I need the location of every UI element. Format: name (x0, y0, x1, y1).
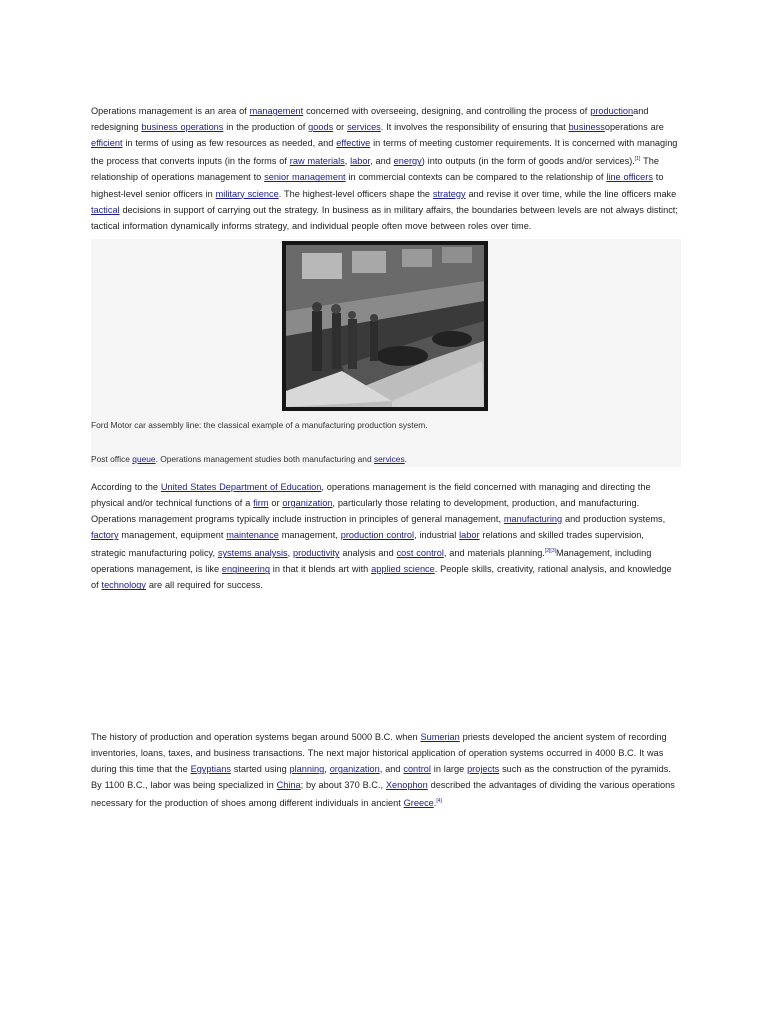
intro-paragraph (91, 103, 681, 234)
inline-link[interactable]: planning (289, 764, 325, 775)
inline-link[interactable]: senior management (264, 172, 346, 183)
inline-link[interactable]: projects (467, 764, 500, 775)
citation-reference[interactable]: [2][3] (544, 548, 556, 555)
inline-link[interactable]: Sumerian (420, 732, 460, 742)
inline-link[interactable]: maintenance (226, 530, 279, 541)
inline-link[interactable]: labor (459, 530, 480, 541)
inline-link[interactable]: labor (350, 156, 371, 167)
body-text: described the advantages of dividing the various operations necessary for the production of shoes among different individuals in ancient (91, 780, 675, 809)
body-text: to highest-level senior officers in (91, 172, 664, 199)
assembly-line-photo (282, 241, 488, 411)
body-text: , and (370, 156, 394, 167)
body-text: , operations management is the field concerned with managing and directing the physical and/or technical functions of a (91, 481, 651, 508)
body-text: Management, including operations management, is like (91, 548, 652, 575)
services-link[interactable]: services (373, 453, 405, 464)
body-text: in the production of (223, 122, 309, 133)
inline-link[interactable]: energy (393, 156, 422, 167)
inline-link[interactable]: business (568, 122, 605, 133)
inline-link[interactable]: systems analysis (217, 548, 288, 559)
body-text: relations and skilled trades supervision, strategic manufacturing policy, (91, 530, 644, 559)
inline-link[interactable]: Greece (403, 798, 434, 809)
body-text: in commercial contexts can be compared to the relationship of (345, 172, 607, 183)
body-text: . The highest-level officers shape the (278, 188, 433, 199)
body-text: , and materials planning. (443, 548, 545, 559)
inline-link[interactable]: applied science (371, 564, 435, 575)
body-text: in that it blends art with (269, 564, 372, 575)
body-text: , and (379, 764, 404, 775)
body-text: and redesigning (91, 106, 649, 133)
document-page (91, 103, 681, 809)
figure-subcaption (91, 454, 407, 464)
inline-link[interactable]: effective (336, 138, 371, 149)
body-text: , industrial (414, 530, 460, 541)
definition-paragraph (91, 479, 681, 594)
inline-link[interactable]: business operations (141, 122, 224, 133)
inline-link[interactable]: raw materials (289, 156, 345, 167)
body-text: According to the (91, 481, 161, 492)
body-text: or (268, 497, 283, 508)
subcaption-text-end: . (404, 453, 407, 464)
inline-link[interactable]: production (590, 106, 634, 116)
body-text: , (324, 764, 330, 775)
body-text: analysis and (339, 548, 397, 559)
queue-link[interactable]: queue (132, 453, 156, 464)
body-text: in large (430, 764, 468, 775)
body-text: . It involves the responsibility of ensuring that (380, 122, 569, 133)
inline-link[interactable]: production control (340, 530, 415, 541)
inline-link[interactable]: China (276, 780, 301, 791)
body-text: The history of production and operation systems began around 5000 B.C. when (91, 732, 421, 742)
inline-link[interactable]: engineering (221, 564, 270, 575)
body-text: . People skills, creativity, rational analysis, and knowledge of (91, 564, 672, 591)
inline-link[interactable]: productivity (293, 548, 340, 559)
figure-block (91, 239, 681, 467)
body-text: concerned with overseeing, designing, and controlling the process of (303, 106, 591, 116)
body-text: , (344, 156, 351, 167)
assembly-line-image (282, 241, 488, 411)
body-text: , (287, 548, 294, 559)
body-text: management, equipment (118, 530, 227, 541)
inline-link[interactable]: factory (91, 530, 119, 541)
body-text: management, (278, 530, 341, 541)
inline-link[interactable]: manufacturing (503, 514, 563, 524)
inline-link[interactable]: cost control (396, 548, 444, 559)
body-text: in terms of using as few resources as needed, and (122, 138, 337, 149)
body-text: priests developed the ancient system of recording inventories, loans, taxes, and business transactions. The next major historical application of operation systems occurred in 4000 B.C. It was during this time that the (91, 732, 667, 775)
citation-reference[interactable]: [4] (436, 798, 442, 805)
body-text: and revise it over time, while the line officers make (465, 188, 677, 199)
body-text: ; by about 370 B.C., (300, 780, 386, 791)
inline-link[interactable]: goods (308, 122, 334, 133)
inline-link[interactable]: Egyptians (190, 764, 231, 775)
body-text: decisions in support of carrying out the strategy. In business as in military affairs, the boundaries between levels are not always distinct; tactical information dynamically informs strategy, and individual people often move between roles over time. (91, 204, 678, 231)
inline-link[interactable]: firm (253, 497, 269, 508)
inline-link[interactable]: line officers (606, 172, 653, 183)
figure-caption: Ford Motor car assembly line: the classical example of a manufacturing production system. (91, 419, 428, 430)
body-text: Operations management is an area of (91, 106, 250, 116)
inline-link[interactable]: military science (215, 188, 279, 199)
inline-link[interactable]: organization (282, 497, 333, 508)
inline-link[interactable]: tactical (91, 204, 120, 215)
inline-link[interactable]: organization (329, 764, 380, 775)
subcaption-text-mid: . Operations management studies both manufacturing and (155, 453, 374, 464)
subcaption-text: Post office (91, 453, 133, 464)
inline-link[interactable]: services (347, 122, 381, 133)
citation-reference[interactable]: [1] (634, 156, 641, 163)
inline-link[interactable]: Xenophon (385, 780, 428, 791)
body-text: are all required for success. (145, 580, 263, 591)
inline-link[interactable]: efficient (91, 138, 123, 149)
inline-link[interactable]: strategy (432, 188, 466, 199)
body-text: such as the construction of the pyramids. By 1100 B.C., labor was being specialized in (91, 764, 671, 791)
body-text: and production systems, (562, 514, 666, 524)
body-text: ) into outputs (in the form of goods and/or services). (421, 156, 635, 167)
inline-link[interactable]: management (249, 106, 304, 116)
body-text: . (433, 798, 437, 809)
body-text: started using (230, 764, 290, 775)
inline-link[interactable]: United States Department of Education (160, 481, 322, 492)
body-text: , particularly those relating to development, production, and manufacturing. Operations management programs typically include instruction in principles of general management, (91, 497, 640, 524)
body-text: The relationship of operations management to (91, 156, 659, 183)
history-paragraph (91, 729, 681, 812)
inline-link[interactable]: control (403, 764, 431, 775)
inline-link[interactable]: technology (101, 580, 146, 591)
body-text: in terms of meeting customer requirements. It is concerned with managing the process that converts inputs (in the forms of (91, 138, 678, 167)
body-text: operations are (604, 122, 664, 133)
body-text: or (333, 122, 348, 133)
